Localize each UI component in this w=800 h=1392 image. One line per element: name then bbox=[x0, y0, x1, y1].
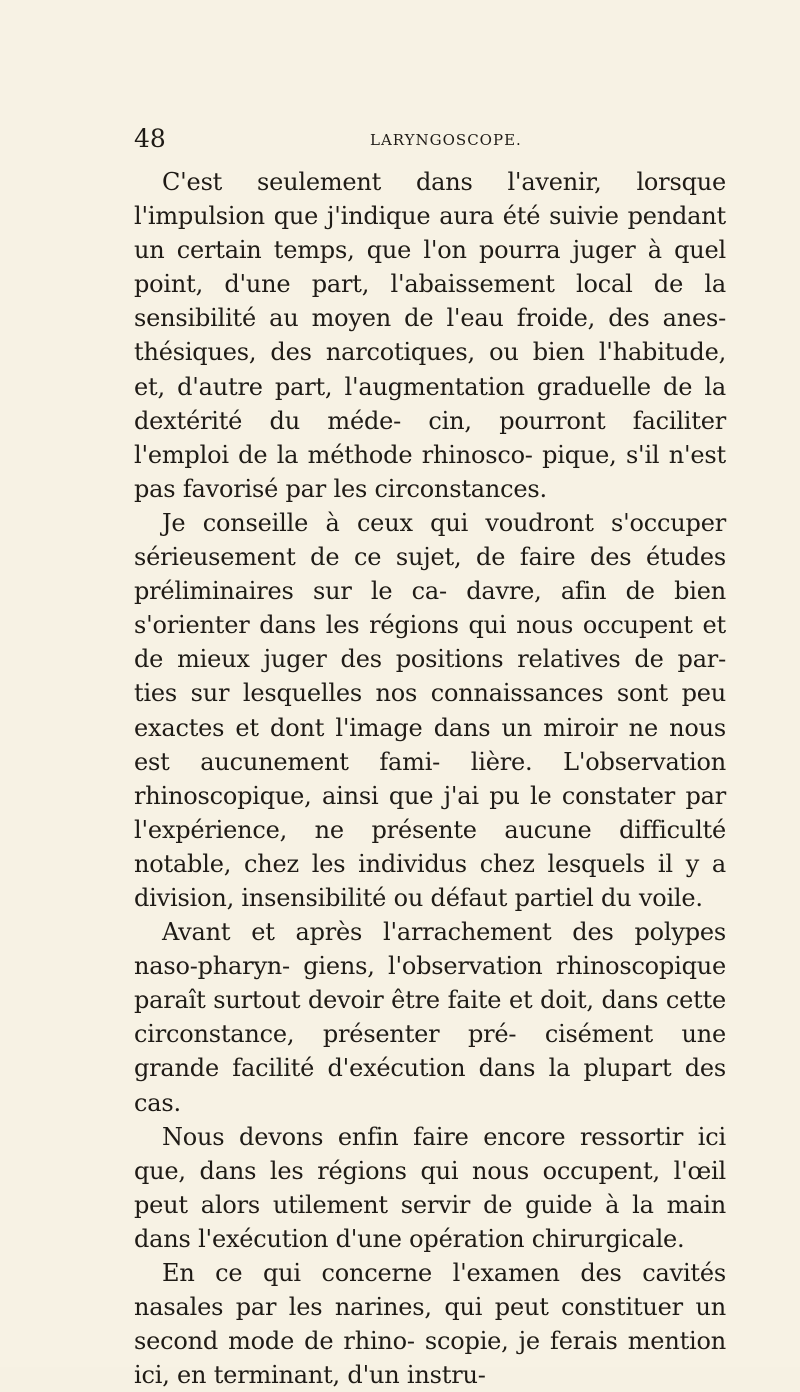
paragraph-1: C'est seulement dans l'avenir, lorsque l'impulsion que j'indique aura été suivie pendant un certain temps, que l'on pourra juger à quel point, d'une part, l'abaissement local de la sensibilité au moyen de l'eau froide, des anes- thésiques, des narcotiques, ou bien l'habitude, et, d'autre part, l'augmentation graduelle de la dextérité du méde- cin, pourront faciliter l'emploi de la méthode rhinosco- pique, s'il n'est pas favorisé par les circonstances. bbox=[134, 168, 726, 503]
page-header bbox=[134, 124, 734, 154]
running-title: LARYNGOSCOPE. bbox=[370, 131, 522, 149]
paragraph-3: Avant et après l'arrachement des polypes naso-pharyn- giens, l'observation rhinoscopique paraît surtout devoir être faite et doit, dans cette circonstance, présenter pré- cisément une grande facilité d'exécution dans la plupart des cas. bbox=[134, 918, 726, 1117]
paragraph-2: Je conseille à ceux qui voudront s'occuper sérieusement de ce sujet, de faire des études préliminaires sur le ca- davre, afin de bien s'orienter dans les régions qui nous occupent et de mieux juger des positions relatives de par- ties sur lesquelles nos connaissances sont peu exactes et dont l'image dans un miroir ne nous est aucunement fami- lière. L'observation rhinoscopique, ainsi que j'ai pu le constater par l'expérience, ne présente aucune difficulté notable, chez les individus chez lesquels il y a division, insensibilité ou défaut partiel du voile. bbox=[134, 508, 726, 912]
paragraph-5: En ce qui concerne l'examen des cavités nasales par les narines, qui peut constituer un second mode de rhino- scopie, je ferais mention ici, en terminant, d'un instru- bbox=[134, 1259, 726, 1390]
page-number: 48 bbox=[134, 124, 166, 153]
body-text bbox=[134, 165, 726, 1392]
paragraph-4: Nous devons enfin faire encore ressortir ici que, dans les régions qui nous occupent, l'œil peut alors utilement servir de guide à la main dans l'exécution d'une opération chirurgicale. bbox=[134, 1122, 726, 1253]
